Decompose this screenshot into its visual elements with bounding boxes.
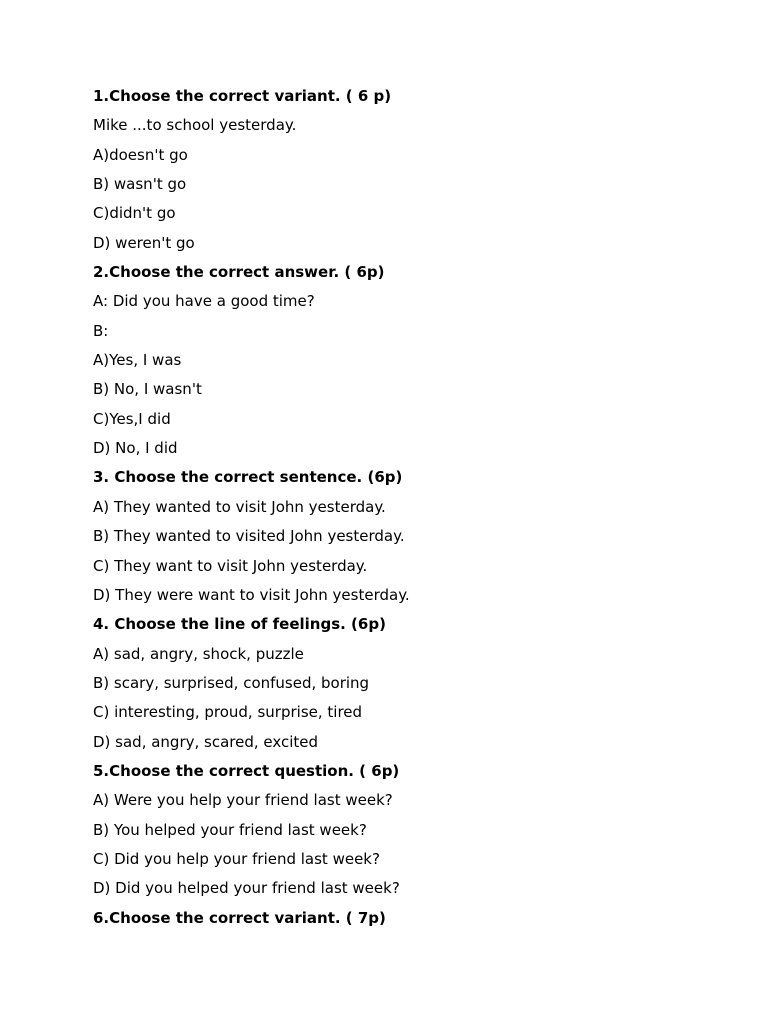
question-2-option-c: C)Yes,I did — [93, 409, 171, 428]
question-2-option-b: B) No, I wasn't — [93, 380, 202, 399]
question-4-option-b: B) scary, surprised, confused, boring — [93, 673, 370, 692]
question-4-option-a: A) sad, angry, shock, puzzle — [93, 644, 304, 663]
question-2-heading: 2.Choose the correct answer. ( 6p) — [93, 263, 385, 282]
question-3-option-b: B) They wanted to visited John yesterday. — [93, 527, 405, 546]
question-5-option-b: B) You helped your friend last week? — [93, 820, 367, 839]
question-2-prompt-a: A: Did you have a good time? — [93, 292, 315, 311]
question-5-heading: 5.Choose the correct question. ( 6p) — [93, 761, 400, 780]
question-3-option-d: D) They were want to visit John yesterday. — [93, 585, 410, 604]
question-4-option-d: D) sad, angry, scared, excited — [93, 732, 319, 751]
question-3-option-c: C) They want to visit John yesterday. — [93, 556, 368, 575]
question-1-prompt: Mike ...to school yesterday. — [93, 116, 297, 135]
question-6-heading: 6.Choose the correct variant. ( 7p) — [93, 908, 386, 927]
question-2-option-a: A)Yes, I was — [93, 351, 182, 370]
question-3-option-a: A) They wanted to visit John yesterday. — [93, 497, 386, 516]
question-1-option-b: B) wasn't go — [93, 175, 187, 194]
question-1-option-a: A)doesn't go — [93, 145, 188, 164]
question-4-option-c: C) interesting, proud, surprise, tired — [93, 703, 363, 722]
question-1-option-c: C)didn't go — [93, 204, 176, 223]
question-1-heading: 1.Choose the correct variant. ( 6 p) — [93, 87, 392, 105]
question-5-option-a: A) Were you help your friend last week? — [93, 791, 393, 810]
question-2-prompt-b: B: — [93, 321, 109, 340]
question-4-heading: 4. Choose the line of feelings. (6p) — [93, 615, 386, 634]
question-5-option-c: C) Did you help your friend last week? — [93, 849, 380, 868]
question-2-option-d: D) No, I did — [93, 439, 178, 458]
question-3-heading: 3. Choose the correct sentence. (6p) — [93, 468, 403, 487]
question-1-option-d: D) weren't go — [93, 233, 195, 252]
question-5-option-d: D) Did you helped your friend last week? — [93, 879, 400, 898]
